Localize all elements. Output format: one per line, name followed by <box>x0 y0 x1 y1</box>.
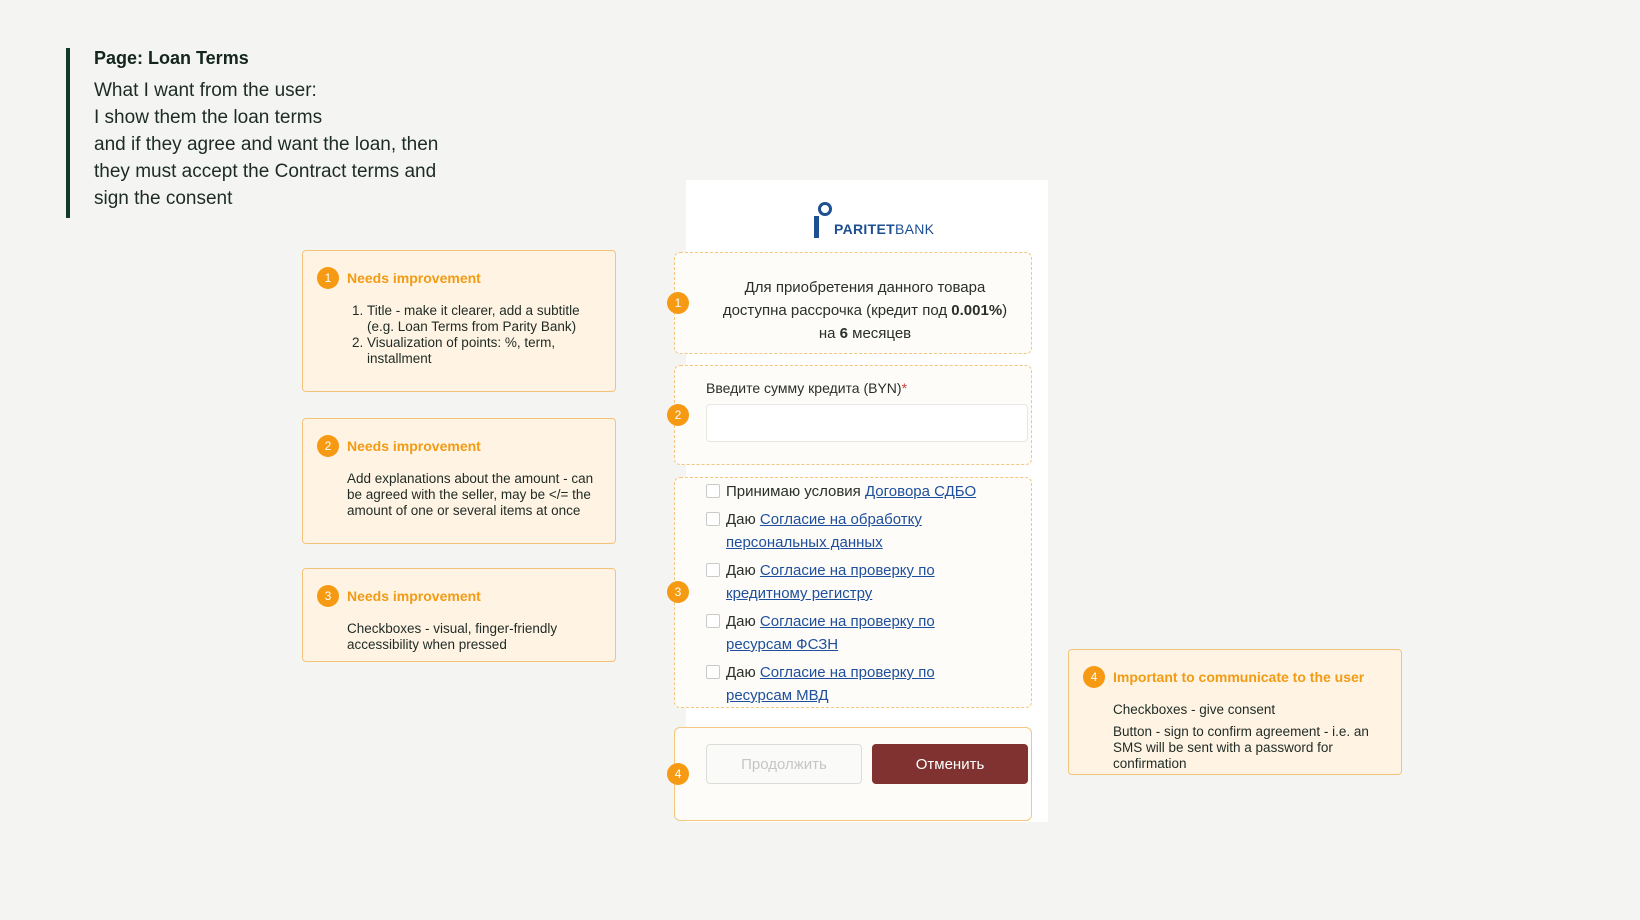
link-personal-data[interactable]: Согласие на обработку персональных данных <box>726 511 922 551</box>
amount-label: Введите сумму кредита (BYN)* <box>706 380 908 396</box>
checkbox-contract[interactable] <box>706 484 720 498</box>
card-heading: Needs improvement <box>347 270 481 286</box>
card-list-item: 2. Visualization of points: %, term, installment <box>367 335 599 367</box>
page-note-line: and if they agree and want the loan, then <box>94 134 439 155</box>
checkbox-mvd[interactable] <box>706 665 720 679</box>
card-number-badge: 3 <box>317 585 339 607</box>
interest-rate: 0.001% <box>951 302 1003 319</box>
checkbox-row-credit-registry: Даю Согласие на проверку по кредитному регистру <box>706 559 966 605</box>
page-note-line: I show them the loan terms <box>94 107 323 128</box>
page-note <box>66 48 506 218</box>
link-mvd[interactable]: Согласие на проверку по ресурсам МВД <box>726 664 935 704</box>
section-badge-3: 3 <box>667 581 689 603</box>
link-contract[interactable]: Договора СДБО <box>864 483 977 500</box>
page-note-line: sign the consent <box>94 188 233 209</box>
bank-logo-text: PARITETBANK <box>834 221 935 237</box>
annotation-card-1 <box>302 250 616 392</box>
card-list <box>347 303 599 367</box>
loan-amount-input[interactable] <box>706 404 1028 442</box>
link-credit-registry[interactable]: Согласие на проверку по кредитному регистру <box>726 562 935 602</box>
card-text: Add explanations about the amount - can be agreed with the seller, may be </= the amount of one or several items at once <box>347 471 594 518</box>
checkbox-row-contract: Принимаю условия Договора СДБО <box>706 480 1016 503</box>
bank-logo <box>812 202 934 238</box>
card-text: Checkboxes - visual, finger-friendly accessibility when pressed <box>347 621 558 652</box>
card-number-badge: 1 <box>317 267 339 289</box>
loan-term-months: 6 <box>839 325 848 342</box>
card-heading: Needs improvement <box>347 438 481 454</box>
checkbox-personal-data[interactable] <box>706 512 720 526</box>
section-badge-2: 2 <box>667 404 689 426</box>
cancel-button[interactable]: Отменить <box>872 744 1028 784</box>
card-heading: Important to communicate to the user <box>1113 669 1365 685</box>
annotation-card-3 <box>302 568 616 662</box>
annotation-card-4 <box>1068 649 1402 775</box>
bank-logo-icon <box>812 202 830 238</box>
checkbox-row-mvd: Даю Согласие на проверку по ресурсам МВД <box>706 661 966 707</box>
page-note-line: they must accept the Contract terms and <box>94 161 437 182</box>
checkbox-fszn[interactable] <box>706 614 720 628</box>
link-fszn[interactable]: Согласие на проверку по ресурсам ФСЗН <box>726 613 935 653</box>
card-paragraph: Button - sign to confirm agreement - i.e. an SMS will be sent with a password for confirmation <box>1113 724 1369 771</box>
annotation-card-2 <box>302 418 616 544</box>
card-number-badge: 2 <box>317 435 339 457</box>
checkbox-row-personal-data: Даю Согласие на обработку персональных данных <box>706 508 966 554</box>
checkbox-credit-registry[interactable] <box>706 563 720 577</box>
page-note-title: Page: Loan Terms <box>94 48 249 68</box>
section-badge-4: 4 <box>667 763 689 785</box>
checkbox-row-fszn: Даю Согласие на проверку по ресурсам ФСЗН <box>706 610 966 656</box>
card-heading: Needs improvement <box>347 588 481 604</box>
offer-text: Для приобретения данного товара доступна рассрочка (кредит под 0.001%) на 6 месяцев <box>722 279 1008 342</box>
card-paragraph: Checkboxes - give consent <box>1113 702 1276 717</box>
card-number-badge: 4 <box>1083 666 1105 688</box>
card-list-item: 1. Title - make it clearer, add a subtitle (e.g. Loan Terms from Parity Bank) <box>367 303 599 335</box>
continue-button[interactable]: Продолжить <box>706 744 862 784</box>
section-badge-1: 1 <box>667 292 689 314</box>
page-note-line: What I want from the user: <box>94 80 317 101</box>
